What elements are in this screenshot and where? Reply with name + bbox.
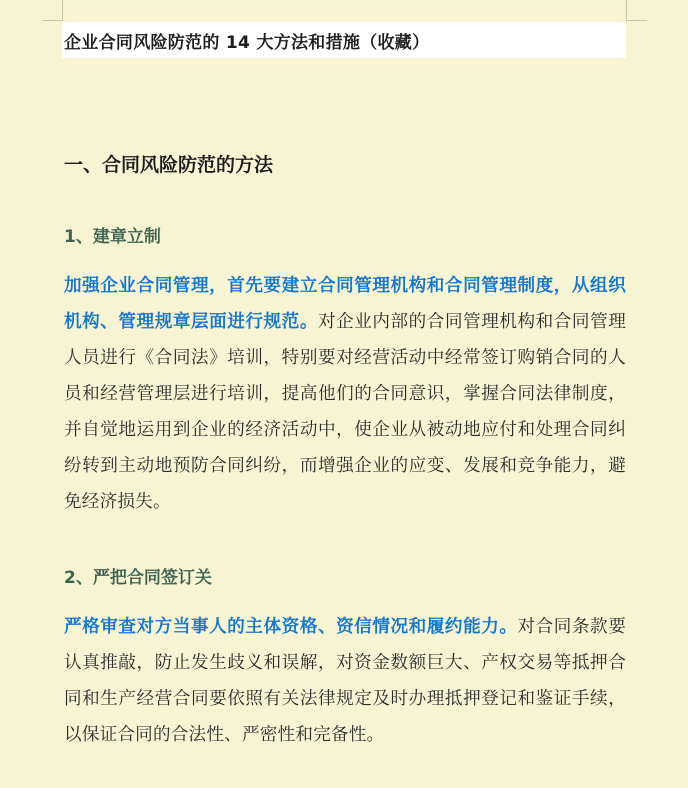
page-corner-marker-left bbox=[42, 0, 63, 21]
item-paragraph-1 bbox=[64, 268, 626, 520]
item-heading-2: 2、严把合同签订关 bbox=[64, 568, 212, 588]
item-emphasis-2: 严格审查对方当事人的主体资格、资信情况和履约能力。 bbox=[64, 617, 518, 637]
item-emphasis-1: 加强企业合同管理，首先要建立合同管理机构和合同管理制度，从组织机构、管理规章层面进行规范。 bbox=[64, 276, 626, 332]
item-heading-1: 1、建章立制 bbox=[64, 227, 161, 247]
page-corner-marker-right bbox=[626, 0, 647, 21]
item-body-2: 对合同条款要认真推敲，防止发生歧义和误解，对资金数额巨大、产权交易等抵押合同和生产经营合同要依照有关法律规定及时办理抵押登记和鉴证手续，以保证合同的合法性、严密性和完备性。 bbox=[64, 617, 626, 745]
section-heading: 一、合同风险防范的方法 bbox=[64, 154, 274, 176]
item-body-1: 对企业内部的合同管理机构和合同管理人员进行《合同法》培训，特别要对经营活动中经常签订购销合同的人员和经营管理层进行培训，提高他们的合同意识，掌握合同法律制度，并自觉地运用到企业的经济活动中，使企业从被动地应付和处理合同纠纷转到主动地预防合同纠纷，而增强企业的应变、发展和竞争能力，避免经济损失。 bbox=[64, 312, 626, 512]
item-paragraph-2 bbox=[64, 609, 626, 753]
document-title: 企业合同风险防范的 14 大方法和措施（收藏） bbox=[64, 33, 430, 53]
